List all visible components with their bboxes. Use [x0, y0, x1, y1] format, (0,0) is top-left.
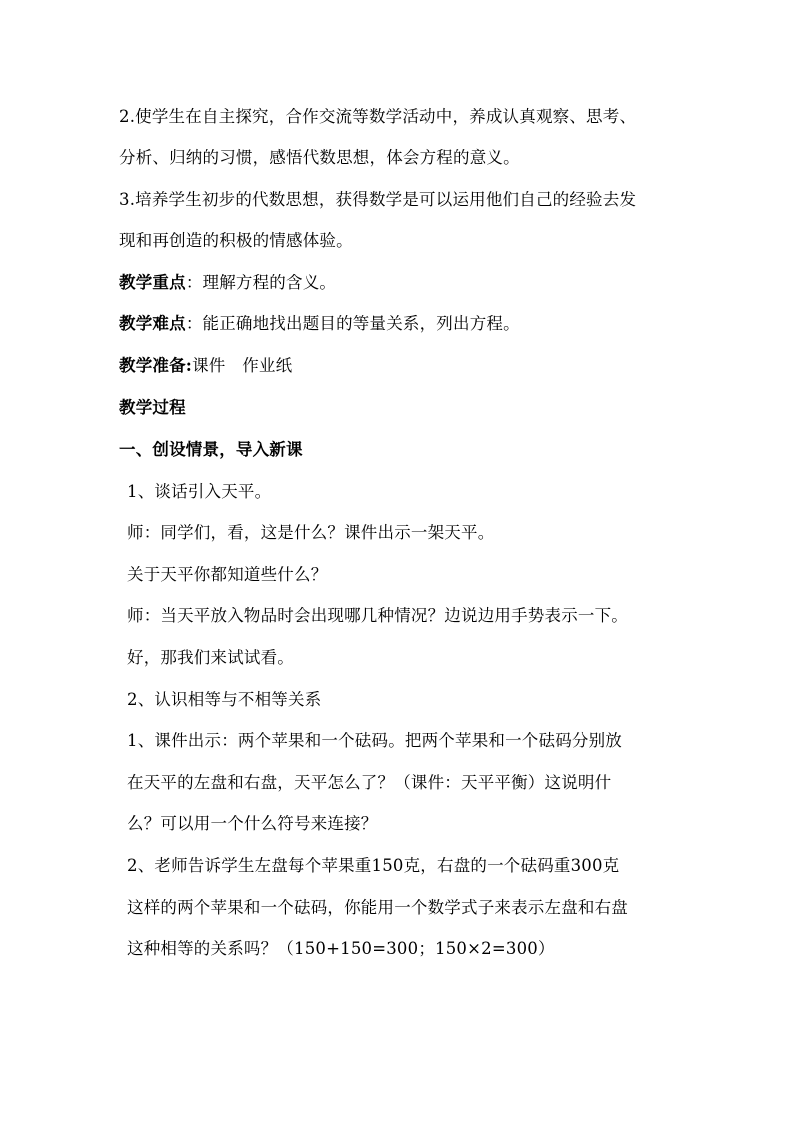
- step-1-line: [127, 482, 271, 502]
- step-2-line: [127, 690, 321, 710]
- text-run: 2.使学生在自主探究，合作交流等数学活动中，养成认真观察、思考、: [119, 107, 637, 126]
- try-line: [127, 648, 294, 668]
- objective-2-line-2: [119, 148, 520, 168]
- teaching-focus-label: 教学重点: [119, 273, 186, 292]
- text-run: 在天平的左盘和右盘，天平怎么了？（课件：天平平衡）这说明什: [127, 773, 612, 792]
- teaching-preparation-label: 教学准备:: [119, 356, 193, 375]
- section-1-heading: [119, 440, 303, 460]
- teaching-difficulty-text: ：能正确地找出题目的等量关系，列出方程。: [185, 314, 520, 333]
- text-run: 么？可以用一个什么符号来连接？: [127, 814, 378, 833]
- text-run: 这样的两个苹果和一个砝码，你能用一个数学式子来表示左盘和右盘: [127, 898, 628, 917]
- text-run: 2、认识相等与不相等关系: [127, 690, 322, 709]
- teaching-difficulty-line: [119, 314, 520, 334]
- text-run: 1、课件出示：两个苹果和一个砝码。把两个苹果和一个砝码分别放: [127, 731, 622, 750]
- text-run: 关于天平你都知道些什么？: [127, 565, 328, 584]
- teacher-line-1: [127, 523, 494, 543]
- teacher-line-2: [127, 606, 628, 626]
- sub-step-1-line-1: [127, 731, 622, 751]
- objective-3-line-1: [119, 190, 636, 210]
- text-run: 师：当天平放入物品时会出现哪几种情况？边说边用手势表示一下。: [127, 606, 628, 625]
- text-run: 这种相等的关系吗？（150+150=300；150×2=300）: [127, 939, 555, 958]
- question-line: [127, 565, 327, 585]
- teaching-focus-text: ：理解方程的含义。: [185, 273, 337, 292]
- text-run: 现和再创造的积极的情感体验。: [119, 231, 353, 250]
- teaching-difficulty-label: 教学难点: [119, 314, 186, 333]
- teaching-preparation-text: 课件 作业纸: [192, 356, 293, 375]
- sub-step-1-line-3: [127, 814, 378, 834]
- heading-text: 教学过程: [119, 398, 186, 417]
- sub-step-2-line-3: [127, 939, 555, 959]
- heading-text: 一、创设情景，导入新课: [119, 440, 303, 459]
- sub-step-1-line-2: [127, 773, 611, 793]
- text-run: 师：同学们，看，这是什么？课件出示一架天平。: [127, 523, 495, 542]
- text-run: 2、老师告诉学生左盘每个苹果重150克，右盘的一个砝码重300克: [127, 856, 620, 875]
- text-run: 1、谈话引入天平。: [127, 482, 272, 501]
- teaching-focus-line: [119, 273, 336, 293]
- text-run: 3.培养学生初步的代数思想，获得数学是可以运用他们自己的经验去发: [119, 190, 637, 209]
- sub-step-2-line-2: [127, 898, 628, 918]
- sub-step-2-line-1: [127, 856, 619, 876]
- objective-2-line-1: [119, 107, 636, 127]
- text-run: 分析、归纳的习惯，感悟代数思想，体会方程的意义。: [119, 148, 520, 167]
- objective-3-line-2: [119, 231, 353, 251]
- teaching-preparation-line: [119, 356, 292, 376]
- text-run: 好，那我们来试试看。: [127, 648, 294, 667]
- teaching-process-heading: [119, 398, 186, 418]
